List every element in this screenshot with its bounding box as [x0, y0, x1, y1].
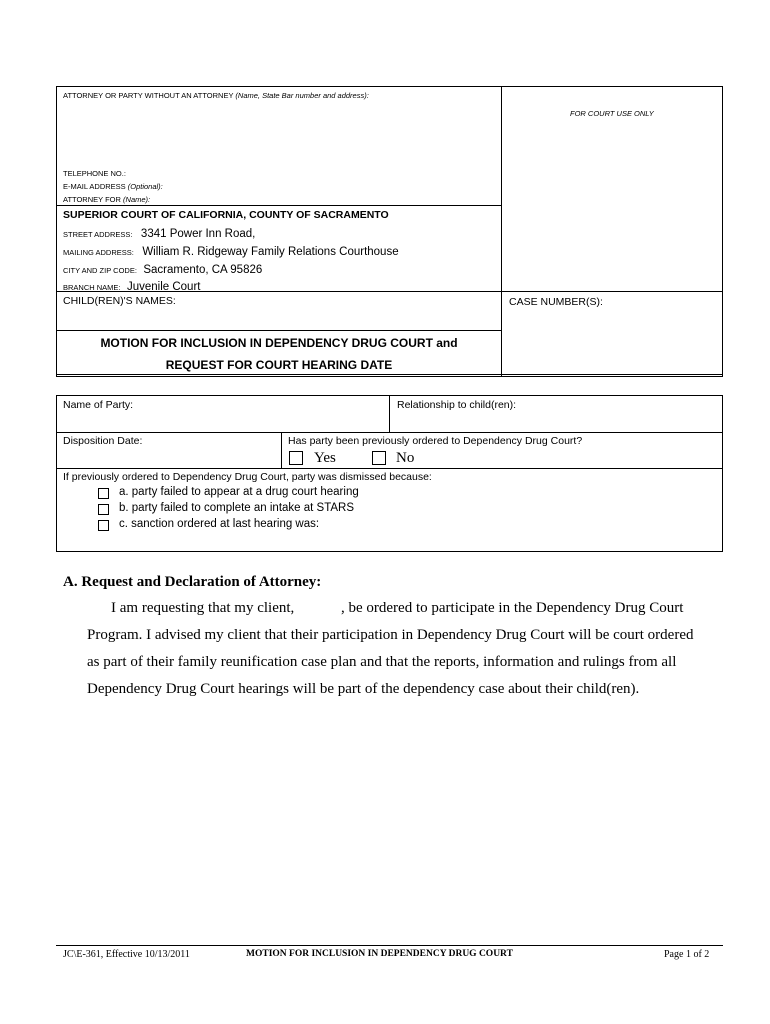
caption-divider-vertical: [501, 86, 502, 377]
telephone-label: TELEPHONE NO.:: [63, 169, 126, 178]
branch-label: BRANCH NAME:: [63, 283, 121, 292]
disposition-date-label: Disposition Date:: [63, 435, 143, 447]
street-label: STREET ADDRESS:: [63, 230, 133, 239]
court-use-label: FOR COURT USE ONLY: [570, 109, 654, 118]
footer-page-info: Page 1 of 2: [664, 949, 710, 960]
children-names-label: CHILD(REN)'S NAMES:: [63, 295, 176, 307]
name-of-party-label: Name of Party:: [63, 399, 134, 411]
attorney-heading: [63, 91, 369, 100]
section-a-line4: Dependency Drug Court hearings will be part of the dependency case about their child(ren).: [87, 681, 640, 697]
footer-form-id: JC\E-361, Effective 10/13/2011: [63, 949, 190, 960]
city-row: [63, 260, 262, 278]
no-label: No: [396, 450, 415, 466]
street-row: [63, 224, 255, 242]
section-a-line1-part2: , be ordered to participate in the Dependency Drug Court: [341, 600, 684, 616]
case-number-label: CASE NUMBER(S):: [509, 296, 603, 308]
caption-bottom-double: [56, 374, 723, 375]
yes-label: Yes: [314, 450, 336, 466]
footer-rule: [56, 945, 723, 946]
yes-checkbox[interactable]: [289, 451, 303, 465]
court-name: SUPERIOR COURT OF CALIFORNIA, COUNTY OF SACRAMENTO: [63, 209, 389, 221]
dismissed-reason-label: If previously ordered to Dependency Drug Court, party was dismissed because:: [63, 471, 432, 483]
email-heading: [63, 182, 163, 191]
no-checkbox[interactable]: [372, 451, 386, 465]
mailing-value: William R. Ridgeway Family Relations Courthouse: [142, 246, 399, 258]
attorney-for-label: ATTORNEY FOR: [63, 195, 121, 204]
party-divider-name: [389, 395, 390, 432]
reason-c-checkbox[interactable]: [98, 520, 109, 531]
section-a-line2: Program. I advised my client that their participation in Dependency Drug Court will be court ordered: [87, 627, 694, 643]
party-divider-disposition: [281, 432, 282, 468]
email-note: (Optional):: [127, 182, 163, 191]
party-divider-row1: [56, 432, 723, 433]
party-divider-row2: [56, 468, 723, 469]
branch-value: Juvenile Court: [126, 281, 201, 293]
city-label: CITY AND ZIP CODE:: [63, 266, 137, 275]
client-name-field[interactable]: [295, 602, 339, 620]
branch-row: [63, 277, 200, 295]
caption-divider-court: [56, 205, 502, 206]
attorney-label: ATTORNEY OR PARTY WITHOUT AN ATTORNEY: [63, 91, 234, 100]
section-a-line1-part1: I am requesting that my client,: [111, 600, 295, 616]
section-a-heading: A. Request and Declaration of Attorney:: [63, 574, 322, 590]
reason-b-checkbox[interactable]: [98, 504, 109, 515]
mailing-row: [63, 242, 399, 260]
relationship-label: Relationship to child(ren):: [397, 399, 517, 411]
attorney-for-note: (Name):: [123, 195, 151, 204]
caption-divider-title: [56, 330, 502, 331]
section-a-line3: as part of their family reunification case plan and that the reports, information and rulings from all: [87, 654, 677, 670]
city-value: Sacramento, CA 95826: [143, 264, 263, 276]
reason-c-label: c. sanction ordered at last hearing was:: [119, 518, 320, 530]
reason-b-label: b. party failed to complete an intake at STARS: [119, 502, 355, 514]
attorney-for-heading: [63, 195, 150, 204]
reason-a-checkbox[interactable]: [98, 488, 109, 499]
previously-ordered-question: Has party been previously ordered to Dependency Drug Court?: [288, 435, 583, 447]
reason-a-label: a. party failed to appear at a drug court hearing: [119, 486, 359, 498]
mailing-label: MAILING ADDRESS:: [63, 248, 134, 257]
form-title-line2: REQUEST FOR COURT HEARING DATE: [165, 358, 393, 372]
street-value: 3341 Power Inn Road,: [140, 228, 256, 240]
footer-form-title: MOTION FOR INCLUSION IN DEPENDENCY DRUG COURT: [246, 949, 513, 959]
attorney-note: (Name, State Bar number and address):: [235, 91, 369, 100]
email-label: E-MAIL ADDRESS: [63, 182, 126, 191]
form-title-line1: MOTION FOR INCLUSION IN DEPENDENCY DRUG COURT and: [100, 336, 458, 350]
